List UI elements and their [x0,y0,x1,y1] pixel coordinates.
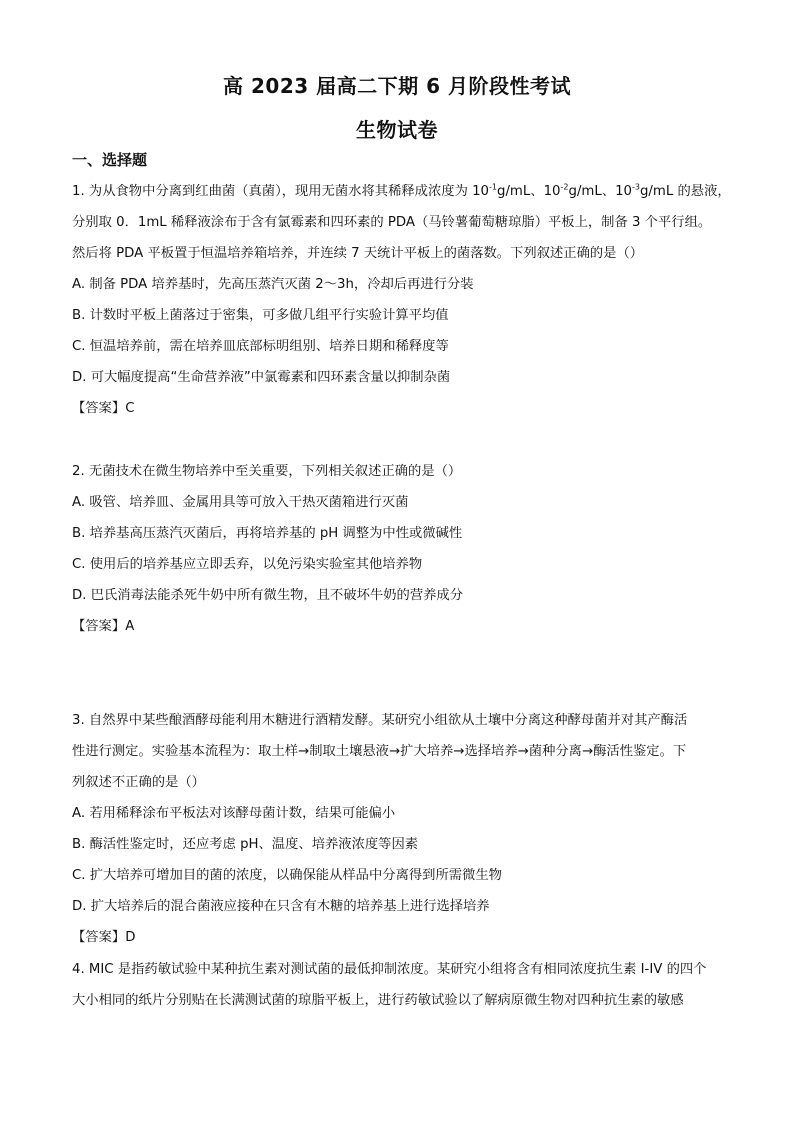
q1-option-a: A. 制备 PDA 培养基时，先高压蒸汽灭菌 2～3h，冷却后再进行分装 [72,277,474,292]
q1-stem-line-1: 1. 为从食物中分离到红曲菌（真菌），现用无菌水将其稀释成浓度为 $10^{-1}g/mL$、$10^{-2}g/mL$、$10^{-3}g/mL$ 的悬液， [72,182,731,199]
q3-stem-line-2: 性进行测定。实验基本流程为：取土样→制取土壤悬液→扩大培养→选择培养→菌种分离→酶活性鉴定。下 [72,744,687,759]
q2-stem: 2. 无菌技术在微生物培养中至关重要，下列相关叙述正确的是（） [72,464,462,479]
q3-stem-line-1: 3. 自然界中某些酿酒酵母能利用木糖进行酒精发酵。某研究小组欲从土壤中分离这种酵母菌并对其产酶活 [72,713,688,728]
question-1 [72,176,731,424]
q1-option-d: D. 可大幅度提高“生命营养液”中氯霉素和四环素含量以抑制杂菌 [72,370,451,385]
q2-option-a: A. 吸管、培养皿、金属用具等可放入干热灭菌箱进行灭菌 [72,495,409,510]
q3-option-a: A. 若用稀释涂布平板法对该酵母菌计数，结果可能偏小 [72,806,396,821]
q3-option-d: D. 扩大培养后的混合菌液应接种在只含有木糖的培养基上进行选择培养 [72,899,490,914]
q3-option-c: C. 扩大培养可增加目的菌的浓度，以确保能从样品中分离得到所需微生物 [72,868,502,883]
question-2 [72,456,726,642]
question-3 [72,705,726,953]
q1-option-b: B. 计数时平板上菌落过于密集，可多做几组平行实验计算平均值 [72,308,449,323]
question-4 [72,954,726,1016]
q1-option-c: C. 恒温培养前，需在培养皿底部标明组别、培养日期和稀释度等 [72,339,449,354]
q2-option-d: D. 巴氏消毒法能杀死牛奶中所有微生物，且不破坏牛奶的营养成分 [72,588,464,603]
page-subtitle: 生物试卷 [356,118,438,142]
page-title: 高 2023 届高二下期 6 月阶段性考试 [223,74,571,98]
q1-answer: 【答案】C [72,401,135,416]
q4-stem-line-2: 大小相同的纸片分别贴在长满测试菌的琼脂平板上，进行药敏试验以了解病原微生物对四种抗生素的敏感 [72,993,684,1008]
q1-stem-line-2: 分别取 0．1mL 稀释液涂布于含有氯霉素和四环素的 PDA（马铃薯葡萄糖琼脂）平板上，制备 3 个平行组。 [72,215,712,230]
q1-stem-line-3: 然后将 PDA 平板置于恒温培养箱培养，并连续 7 天统计平板上的菌落数。下列叙述正确的是（） [72,246,644,261]
q3-option-b: B. 酶活性鉴定时，还应考虑 pH、温度、培养液浓度等因素 [72,837,419,852]
section-heading: 一、选择题 [72,151,148,169]
q3-answer: 【答案】D [72,930,136,945]
q2-option-b: B. 培养基高压蒸汽灭菌后，再将培养基的 pH 调整为中性或微碱性 [72,526,463,541]
q4-stem-line-1: 4. MIC 是指药敏试验中某种抗生素对测试菌的最低抑制浓度。某研究小组将含有相同浓度抗生素 I-IV 的四个 [72,962,707,977]
q3-stem-line-3: 列叙述不正确的是（） [72,775,205,790]
q2-option-c: C. 使用后的培养基应立即丢弃，以免污染实验室其他培养物 [72,557,423,572]
q2-answer: 【答案】A [72,619,135,634]
